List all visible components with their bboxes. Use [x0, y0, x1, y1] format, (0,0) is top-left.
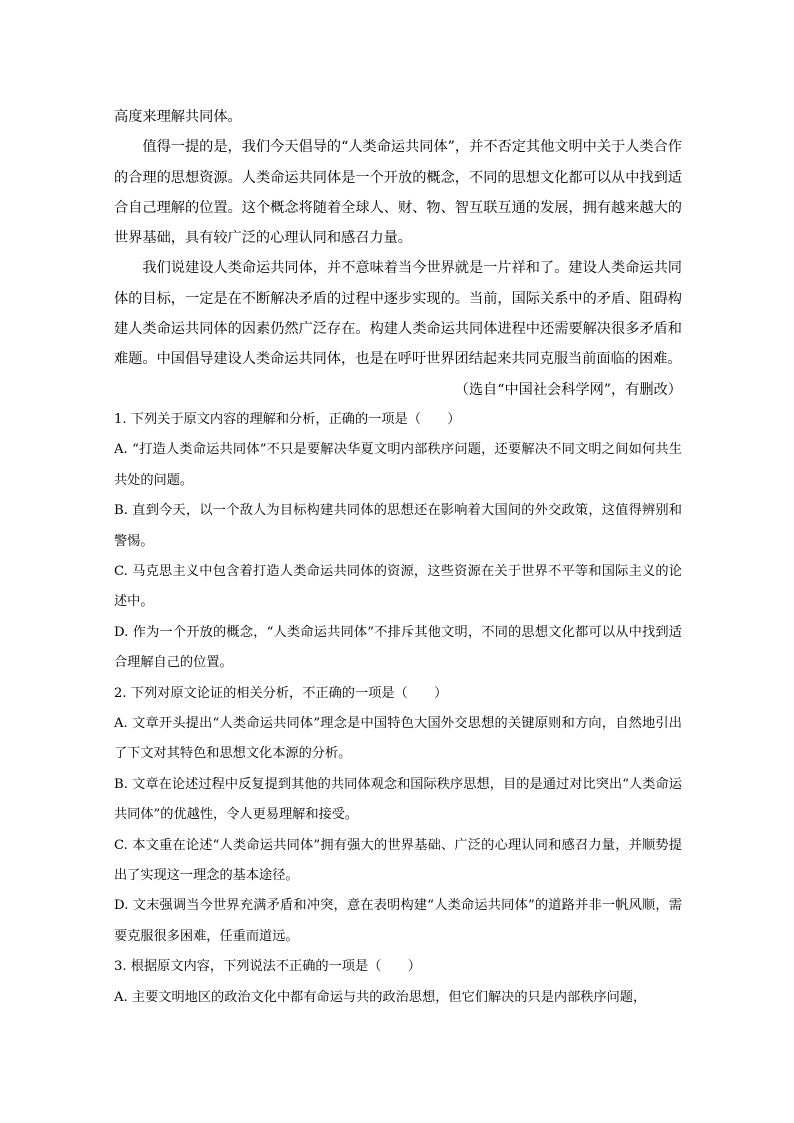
question-3-option-a: A. 主要文明地区的政治文化中都有命运与共的政治思想，但它们解决的只是内部秩序问题， — [114, 989, 647, 1005]
question-2-option-a: A. 文章开头提出“人类命运共同体”理念是中国特色大国外交思想的关键原则和方向，自然地引出了下文对其特色和思想文化本源的分析。 — [114, 716, 682, 762]
question-1-option-b: B. 直到今天，以一个敌人为目标构建共同体的思想还在影响着大国间的外交政策，这值得辨别和警惕。 — [114, 503, 682, 549]
question-stem-1: 1. 下列关于原文内容的理解和分析，正确的一项是（ ） — [114, 411, 461, 427]
passage-paragraph: 值得一提的是，我们今天倡导的“人类命运共同体”，并不否定其他文明中关于人类合作的合理的思想资源。人类命运共同体是一个开放的概念，不同的思想文化都可以从中找到适合自己理解的位置。这个概念将随着全球人、财、物、智互联互通的发展，拥有越来越大的世界基础，具有较广泛的心理认同和感召力量。 — [114, 139, 682, 247]
question-stem-2: 2. 下列对原文论证的相关分析，不正确的一项是（ ） — [114, 685, 448, 701]
passage-paragraph: 高度来理解共同体。 — [114, 109, 242, 125]
source-citation: （选自“中国社会科学网”，有删改） — [454, 381, 682, 398]
question-2-option-c: C. 本文重在论述“人类命运共同体”拥有强大的世界基础、广泛的心理认同和感召力量，并顺势提出了实现这一理念的基本途径。 — [114, 837, 682, 884]
question-stem-3: 3. 根据原文内容，下列说法不正确的一项是（ ） — [114, 959, 421, 975]
passage-paragraph: 我们说建设人类命运共同体，并不意味着当今世界就是一片祥和了。建设人类命运共同体的目标，一定是在不断解决矛盾的过程中逐步实现的。当前，国际关系中的矛盾、阻碍构建人类命运共同体的因素仍然广泛存在。构建人类命运共同体进程中还需要解决很多矛盾和难题。中国倡导建设人类命运共同体，也是在呼吁世界团结起来共同克服当前面临的困难。 — [114, 260, 682, 368]
question-2-option-d: D. 文末强调当今世界充满矛盾和冲突，意在表明构建“人类命运共同体”的道路并非一帆风顺，需要克服很多困难，任重而道远。 — [114, 898, 682, 944]
document-page — [114, 102, 682, 1013]
question-1-option-c: C. 马克思主义中包含着打造人类命运共同体的资源，这些资源在关于世界不平等和国际主义的论述中。 — [114, 564, 682, 610]
question-1-option-a: A. “打造人类命运共同体”不只是要解决华夏文明内部秩序问题，还要解决不同文明之间如何共生共处的问题。 — [114, 442, 682, 488]
question-2-option-b: B. 文章在论述过程中反复提到其他的共同体观念和国际秩序思想，目的是通过对比突出“人类命运共同体”的优越性，令人更易理解和接受。 — [114, 776, 682, 823]
question-1-option-d: D. 作为一个开放的概念，“人类命运共同体”不排斥其他文明，不同的思想文化都可以从中找到适合理解自己的位置。 — [114, 624, 682, 671]
